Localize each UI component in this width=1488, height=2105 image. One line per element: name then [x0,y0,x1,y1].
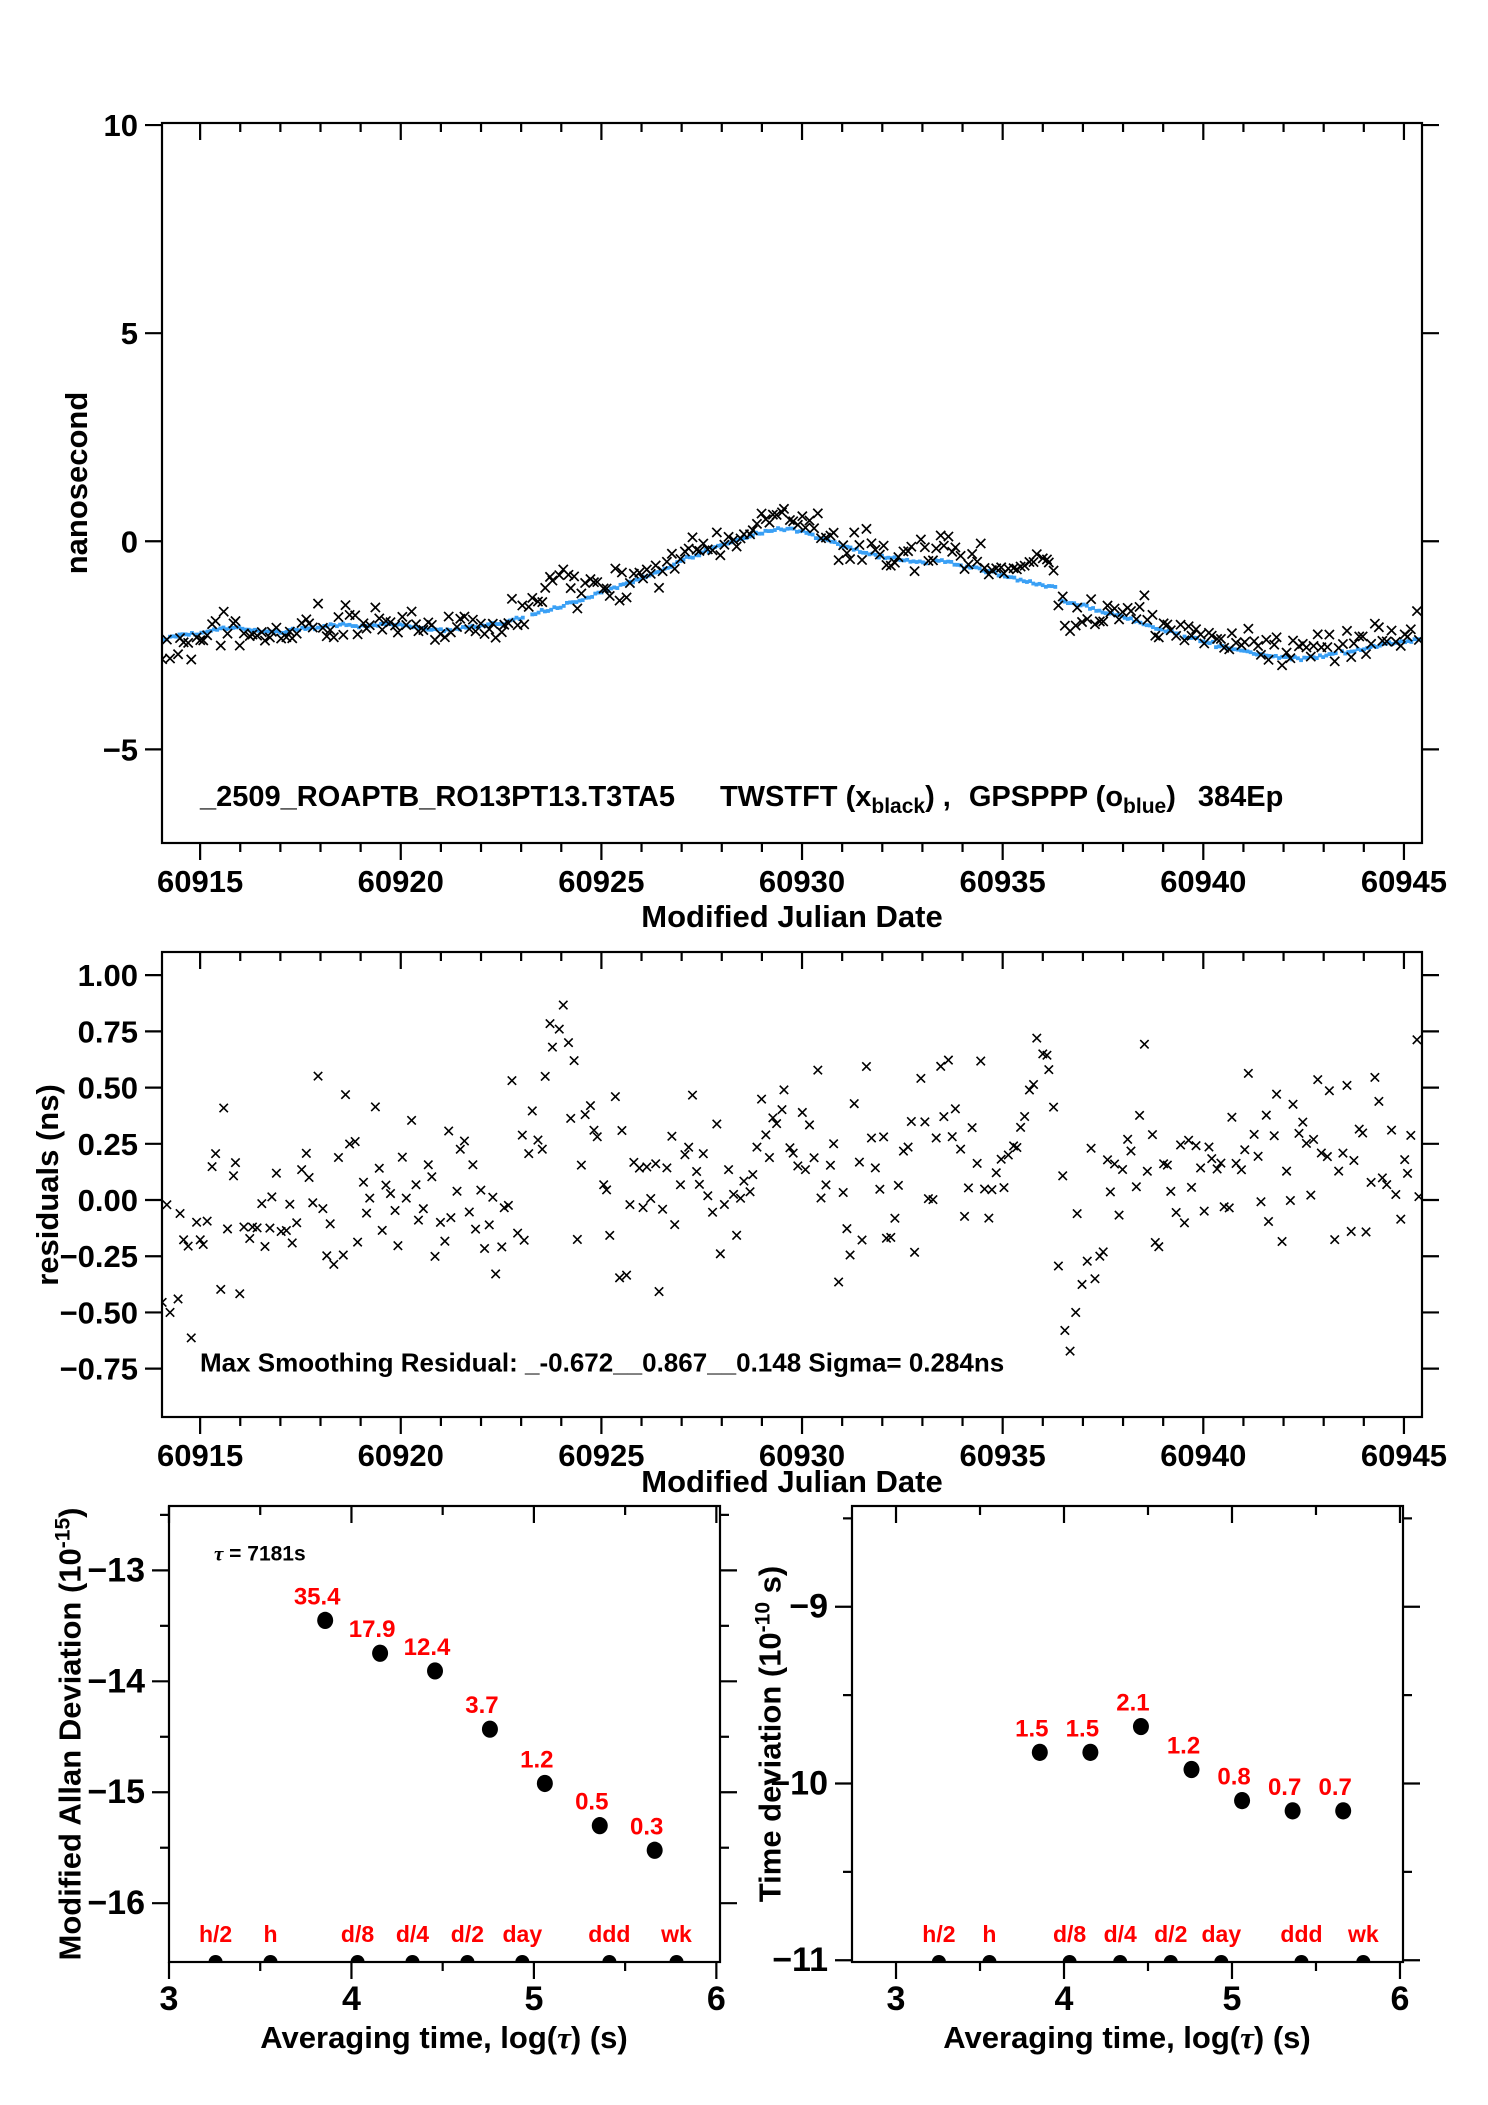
madev-data-point [482,1721,498,1738]
tau-value: = 7181s [223,1542,306,1566]
comparison-y-tick-label: 10 [103,108,138,144]
madev-y-title-base: Modified Allan Deviation (10 [52,1548,88,1961]
dataset-title: _2509_ROAPTB_RO13PT13.T3TA5 [200,781,675,813]
madev-y-tick-label: −13 [87,1551,145,1590]
tau-marker-dot [1294,1955,1308,1962]
tau-marker-dot [460,1955,474,1962]
comparison-frame [162,123,1422,843]
tdev-points [1015,1690,1352,1820]
tdev-y-title-exponent: -10 [751,1601,775,1633]
tau-marker-dot [932,1955,946,1962]
residuals-y-tick-label: −0.50 [59,1295,138,1331]
residuals-y-tick-label: 0.75 [77,1014,138,1050]
residuals-x-tick-label: 60925 [558,1438,645,1473]
tdev-x-title-tau: τ [1240,2020,1254,2055]
tau-marker-dot [1214,1955,1228,1962]
madev-point-value-label: 12.4 [403,1633,451,1661]
madev-chart [87,1506,737,2018]
madev-points [294,1583,664,1858]
madev-y-tick-label: −14 [87,1662,145,1701]
tau-marker-label: d/4 [1103,1921,1137,1947]
residuals-x-tick-label: 60920 [357,1438,444,1473]
tau-marker-dot [1113,1955,1127,1962]
tdev-y-tick-label: −10 [770,1764,828,1803]
tdev-chart [770,1506,1420,2018]
tdev-point-value-label: 0.7 [1267,1773,1302,1801]
comparison-x-tick-label: 60945 [1360,864,1448,899]
madev-frame [169,1506,720,1962]
legend-twstft-subscript: black [871,795,926,818]
comparison-y-tick-label: 0 [120,524,138,560]
tau-marker-label: wk [661,1921,692,1947]
madev-y-tick-label: −16 [87,1884,145,1923]
legend-gpsppp-subscript: blue [1123,795,1167,818]
tdev-data-point [1335,1802,1351,1819]
madev-x-tick-label: 3 [159,1980,179,2018]
tau-marker-dot [982,1955,996,1962]
tau-marker-dot [670,1955,684,1962]
legend-gpsppp: GPSPPP (o [968,781,1124,813]
madev-point-value-label: 17.9 [348,1616,396,1644]
comparison-x-tick-label: 60935 [959,864,1046,899]
tdev-y-tick-label: −9 [789,1587,828,1626]
residuals-x-tick-label: 60930 [758,1438,846,1473]
tau-marker-dot [263,1955,277,1962]
tdev-point-value-label: 0.8 [1217,1763,1251,1791]
tdev-data-point [1032,1744,1048,1761]
tau-marker-label: ddd [1280,1921,1323,1947]
legend-epoch-count: 384Ep [1197,781,1284,813]
madev-point-value-label: 0.3 [629,1813,664,1841]
tdev-frame [852,1506,1403,1962]
residuals-x-tick-label: 60915 [157,1438,244,1473]
tau-marker-label: d/8 [1052,1921,1087,1947]
residuals-chart [60,952,1448,1473]
tdev-point-value-label: 1.5 [1015,1715,1049,1743]
tau-marker-dot [1164,1955,1178,1962]
madev-data-point [537,1775,553,1792]
tdev-point-value-label: 0.7 [1318,1773,1352,1801]
tdev-x-title-post: ) (s) [1253,2020,1311,2055]
top-chart-x-axis-title: Modified Julian Date [641,899,943,934]
comparison-y-tick-label: 5 [120,316,138,352]
tau-annotation [214,1542,306,1567]
madev-y-tick-label: −15 [87,1773,145,1812]
tau-marker-label: d/2 [450,1921,485,1947]
madev-data-point [372,1645,388,1662]
residuals-y-axis-title: residuals (ns) [30,1084,65,1286]
tau-marker-dot [602,1955,616,1962]
tau-marker-label: h/2 [198,1921,233,1947]
comparison-y-tick-label: −5 [102,732,138,768]
madev-point-value-label: 0.5 [575,1788,609,1816]
madev-point-value-label: 35.4 [293,1583,341,1611]
smoothing-residual-stats: Max Smoothing Residual: _-0.672__0.867__0.148 Sigma= 0.284ns [200,1347,1005,1378]
tau-marker-label: day [1201,1921,1242,1947]
tdev-x-tick-label: 3 [886,1980,906,2018]
madev-y-title-close: ) [52,1507,88,1518]
residuals-x-axis-title: Modified Julian Date [641,1464,943,1499]
tdev-x-title-pre: Averaging time, log( [943,2020,1241,2055]
legend-twstft: TWSTFT (x [719,781,872,813]
residual-series [158,1001,1423,1355]
madev-x-title-tau: τ [557,2020,571,2055]
tdev-y-title-close: s) [752,1565,788,1602]
tdev-x-tick-label: 5 [1222,1980,1242,2018]
comparison-x-tick-label: 60930 [758,864,846,899]
legend-gpsppp-close: ) [1166,781,1176,813]
tau-marker-dot [1356,1955,1370,1962]
residuals-x-tick-label: 60945 [1360,1438,1448,1473]
tdev-x-axis-title [943,2020,1310,2056]
madev-x-tick-label: 5 [524,1980,544,2018]
tdev-tau-marker-row [922,1921,1379,1962]
tdev-x-tick-label: 4 [1054,1980,1074,2018]
residuals-y-tick-label: 1.00 [77,958,138,994]
tau-marker-dot [351,1955,365,1962]
madev-data-point [592,1817,608,1834]
legend-twstft-close: ) , [925,781,951,813]
tdev-point-value-label: 2.1 [1116,1689,1150,1717]
tau-marker-dot [405,1955,419,1962]
tdev-data-point [1234,1792,1250,1809]
tdev-y-title-base: Time deviation (10 [752,1632,788,1903]
comparison-x-tick-label: 60940 [1160,864,1247,899]
residuals-y-tick-label: −0.75 [59,1351,138,1387]
madev-x-title-post: ) (s) [570,2020,628,2055]
madev-y-axis-title [52,1508,89,1961]
tdev-data-point [1133,1718,1149,1735]
tau-marker-label: h/2 [922,1921,956,1947]
top-chart-title-row [200,781,1283,819]
comparison-x-tick-label: 60920 [357,864,444,899]
tdev-y-tick-label: −11 [772,1941,828,1980]
tau-marker-dot [1063,1955,1077,1962]
top-chart-y-axis-title: nanosecond [59,391,94,575]
tdev-x-tick-label: 6 [1390,1980,1410,2018]
residuals-x-tick-label: 60935 [959,1438,1046,1473]
comparison-x-tick-label: 60915 [157,864,244,899]
madev-x-axis-title [260,2020,627,2056]
tdev-point-value-label: 1.2 [1166,1732,1201,1760]
tau-marker-label: d/2 [1154,1921,1188,1947]
tau-marker-dot [515,1955,529,1962]
madev-y-title-exponent: -15 [51,1517,75,1549]
tau-marker-label: h [263,1921,278,1947]
madev-tau-marker-row [199,1921,692,1962]
tau-symbol: τ [214,1541,224,1566]
madev-data-point [427,1662,443,1679]
madev-data-point [317,1612,333,1629]
residuals-y-tick-label: 0.50 [77,1070,138,1106]
tau-marker-label: h [982,1921,997,1947]
tau-marker-dot [209,1955,223,1962]
tdev-point-value-label: 1.5 [1065,1715,1100,1743]
madev-x-tick-label: 6 [706,1980,726,2018]
madev-point-value-label: 3.7 [465,1692,499,1720]
tau-marker-label: ddd [588,1921,631,1947]
residuals-y-tick-label: 0.25 [77,1126,138,1162]
madev-point-value-label: 1.2 [520,1746,554,1774]
tau-marker-label: wk [1347,1921,1379,1947]
madev-x-tick-label: 4 [341,1980,361,2018]
tdev-data-point [1082,1744,1098,1761]
tdev-y-axis-title [752,1566,789,1902]
residuals-x-tick-label: 60940 [1160,1438,1247,1473]
tau-marker-label: d/8 [340,1921,375,1947]
tdev-data-point [1285,1802,1301,1819]
madev-x-title-pre: Averaging time, log( [260,2020,558,2055]
tdev-data-point [1184,1761,1200,1778]
tau-marker-label: day [502,1921,543,1947]
residuals-y-tick-label: 0.00 [77,1183,138,1219]
residuals-y-tick-label: −0.25 [59,1239,138,1275]
comparison-x-tick-label: 60925 [558,864,645,899]
madev-data-point [647,1842,663,1859]
tau-marker-label: d/4 [395,1921,430,1947]
gpsppp-series [162,526,1423,662]
